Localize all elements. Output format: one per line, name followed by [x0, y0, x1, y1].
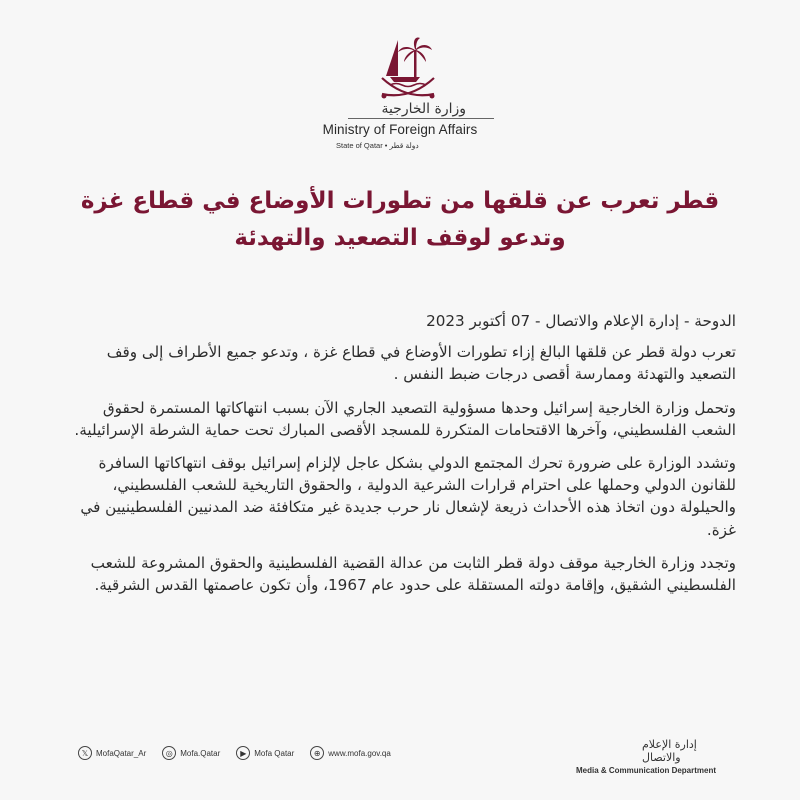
social-youtube-label: Mofa Qatar	[254, 748, 295, 758]
department-name-ar: إدارة الإعلام والاتصال	[642, 738, 697, 764]
social-links	[78, 746, 407, 760]
youtube-icon: ▶	[236, 746, 250, 760]
social-x[interactable]	[78, 746, 146, 760]
ministry-name-ar: وزارة الخارجية	[348, 100, 494, 119]
social-youtube[interactable]	[236, 746, 294, 760]
paragraph-1: تعرب دولة قطر عن قلقها البالغ إزاء تطورات الأوضاع في قطاع غزة ، وتدعو جميع الأطراف إلى وقف التصعيد والتهدئة وممارسة أقصى درجات ضبط النفس .	[106, 343, 736, 384]
dateline: الدوحة - إدارة الإعلام والاتصال - 07 أكتوبر 2023	[426, 312, 736, 330]
x-icon: 𝕏	[78, 746, 92, 760]
social-instagram-label: Mofa.Qatar	[180, 748, 221, 758]
paragraph-3: وتشدد الوزارة على ضرورة تحرك المجتمع الدولي بشكل عاجل لإلزام إسرائيل بوقف انتهاكاتها السافرة للقانون الدولي وحملها على احترام قرارات الشرعية الدولية ، والحقوق التاريخية للشعب الفلسطيني، والحيلولة دون اتخاذ هذه الأحداث ذريعة لإشعال نار حرب جديدة غير متكافئة ضد المدنيين الفلسطينيين في غزة.	[80, 454, 736, 539]
paragraph-2: وتحمل وزارة الخارجية إسرائيل وحدها مسؤولية التصعيد الجاري الآن بسبب انتهاكاتها المستمرة لحقوق الشعب الفلسطيني، وآخرها الاقتحامات المتكررة للمسجد الأقصى المبارك تحت حماية الشرطة الإسرائيلية.	[74, 398, 736, 439]
headline-line-2: وتدعو لوقف التصعيد والتهدئة	[234, 225, 566, 251]
instagram-icon: ◎	[162, 746, 176, 760]
social-website[interactable]	[310, 746, 391, 760]
paragraph-4: وتجدد وزارة الخارجية موقف دولة قطر الثابت من عدالة القضية الفلسطينية والحقوق المشروعة للشعب الفلسطيني الشقيق، وإقامة دولته المستقلة على حدود عام 1967، وأن تكون عاصمتها القدس الشرقية.	[90, 553, 736, 595]
footer	[0, 738, 800, 778]
globe-icon: ⊕	[310, 746, 324, 760]
headline-line-1: قطر تعرب عن قلقها من تطورات الأوضاع في قطاع غزة	[80, 188, 720, 214]
department-logo	[572, 738, 722, 775]
social-instagram[interactable]	[162, 746, 220, 760]
press-headline	[60, 183, 740, 257]
state-line: State of Qatar • دولة قطر	[336, 141, 419, 150]
social-x-label: MofaQatar_Ar	[96, 748, 147, 758]
department-name-en: Media & Communication Department	[576, 766, 717, 775]
press-body	[62, 310, 736, 607]
ministry-logo-text	[300, 100, 500, 150]
qatar-emblem	[376, 36, 440, 106]
social-website-label: www.mofa.gov.qa	[328, 748, 391, 758]
ministry-name-en: Ministry of Foreign Affairs	[322, 122, 478, 137]
